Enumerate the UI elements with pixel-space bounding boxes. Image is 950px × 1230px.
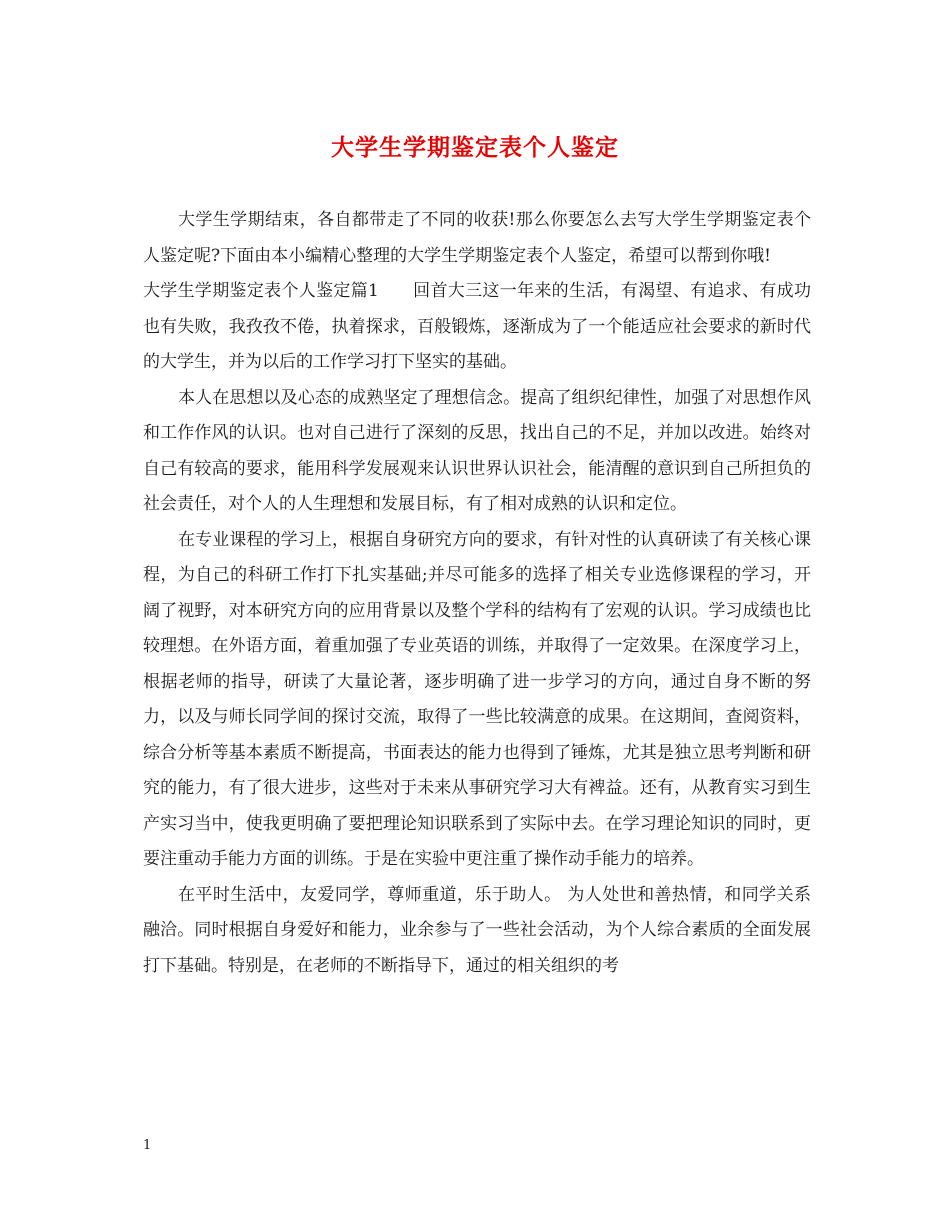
intro-paragraph: 大学生学期结束，各自都带走了不同的收获!那么你要怎么去写大学生学期鉴定表个人鉴定呢?下面由本小编精心整理的大学生学期鉴定表个人鉴定，希望可以帮到你哦!: [143, 210, 811, 266]
page-number: 1: [143, 1138, 152, 1153]
document-body: [143, 203, 811, 984]
section-paragraph: [143, 274, 811, 381]
body-paragraph-3: 在平时生活中，友爱同学，尊师重道，乐于助人。 为人处世和善热情，和同学关系融洽。同时根据自身爱好和能力，业余参与了一些社会活动，为个人综合素质的全面发展打下基础。特别是，在老师的不断指导下，通过的相关组织的考: [143, 884, 811, 976]
body-paragraph-2: 在专业课程的学习上，根据自身研究方向的要求，有针对性的认真研读了有关核心课程，为自己的科研工作打下扎实基础;并尽可能多的选择了相关专业选修课程的学习，开阔了视野，对本研究方向的应用背景以及整个学科的结构有了宏观的认识。学习成绩也比较理想。在外语方面，着重加强了专业英语的训练，并取得了一定效果。在深度学习上，根据老师的指导，研读了大量论著，逐步明确了进一步学习的方向，通过自身不断的努力，以及与师长同学间的探讨交流，取得了一些比较满意的成果。在这期间，查阅资料，综合分析等基本素质不断提高，书面表达的能力也得到了锤炼，尤其是独立思考判断和研究的能力，有了很大进步，这些对于未来从事研究学习大有裨益。还有，从教育实习到生产实习当中，使我更明确了要把理论知识联系到了实际中去。在学习理论知识的同时，更要注重动手能力方面的训练。于是在实验中更注重了操作动手能力的培养。: [143, 529, 811, 869]
document-title: 大学生学期鉴定表个人鉴定: [331, 134, 619, 161]
section-heading: 大学生学期鉴定表个人鉴定篇1: [143, 281, 379, 301]
section-first-text: 回首大三这一年来的生活，有渴望、有追求、有成功也有失败，我孜孜不倦，执着探求，百般锻炼，逐渐成为了一个能适应社会要求的新时代的大学生，并为以后的工作学习打下坚实的基础。: [143, 281, 811, 372]
body-paragraph-1: 本人在思想以及心态的成熟坚定了理想信念。提高了组织纪律性，加强了对思想作风和工作作风的认识。也对自己进行了深刻的反思，找出自己的不足，并加以改进。始终对自己有较高的要求，能用科学发展观来认识世界认识社会，能清醒的意识到自己所担负的社会责任，对个人的人生理想和发展目标，有了相对成熟的认识和定位。: [143, 387, 811, 514]
